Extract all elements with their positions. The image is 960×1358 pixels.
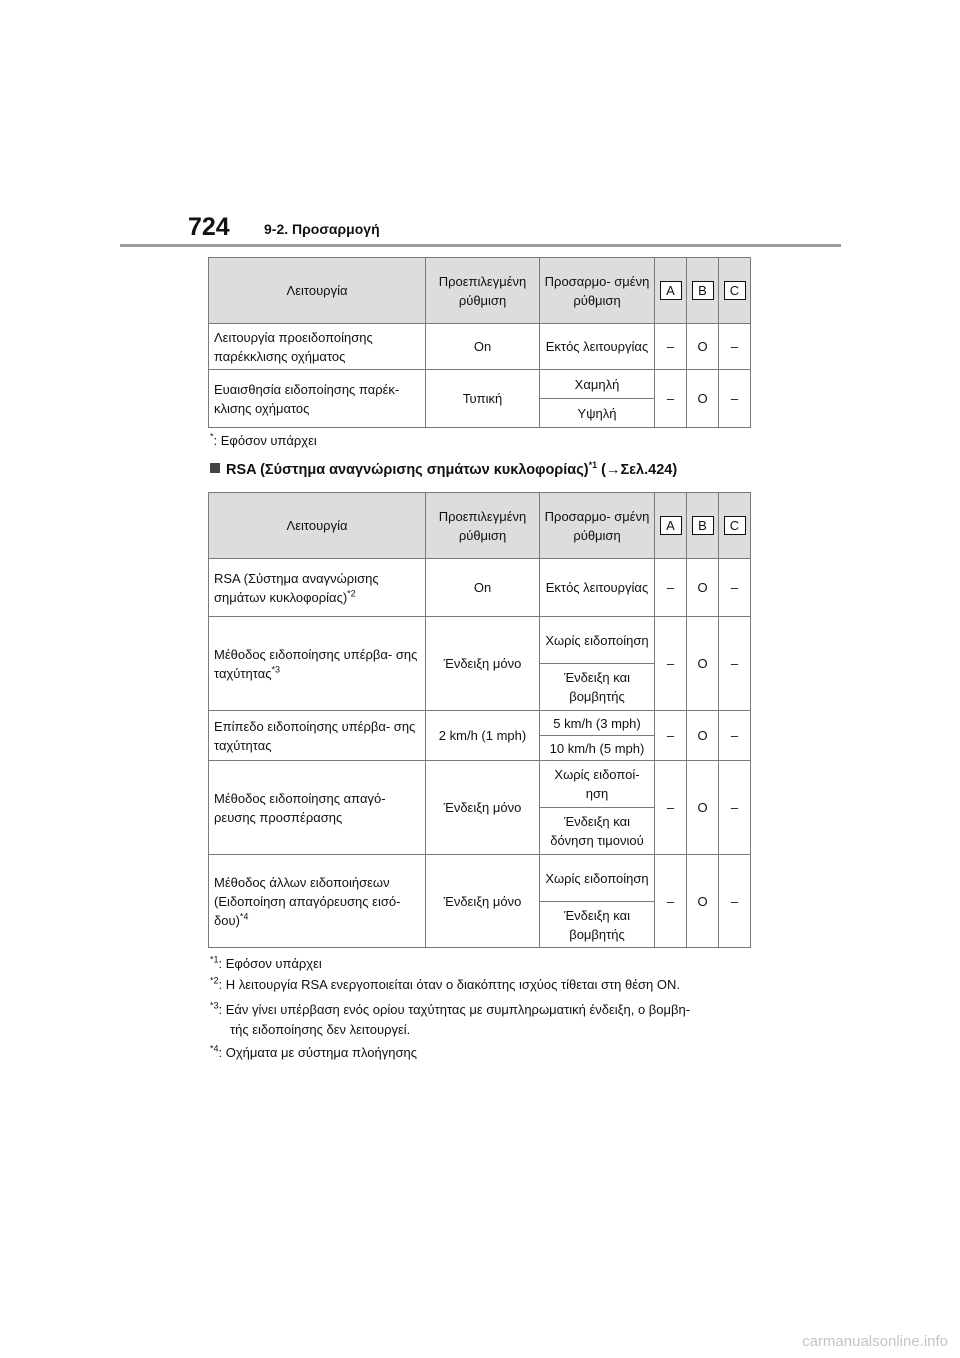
function-cell: Λειτουργία προειδοποίησης παρέκκλισης οχήματος [209, 324, 426, 370]
section-heading-footnote-mark: *1 [588, 460, 598, 471]
b-box-label: B [692, 516, 714, 535]
section-heading-title: RSA (Σύστημα αναγνώρισης σημάτων κυκλοφορίας) [226, 462, 589, 478]
b-cell: O [687, 617, 719, 711]
header-function: Λειτουργία [209, 493, 426, 559]
header-default-setting: Προεπιλεγμένη ρύθμιση [426, 258, 540, 324]
a-cell: – [655, 370, 687, 428]
function-cell: Επίπεδο ειδοποίησης υπέρβα- σης ταχύτητας [209, 711, 426, 761]
a-cell: – [655, 761, 687, 855]
function-text: Μέθοδος άλλων ειδοποιήσεων (Ειδοποίηση απαγόρευσης εισό- δου) [214, 874, 401, 928]
a-box-label: A [660, 516, 682, 535]
settings-table-vehicle-sway [208, 257, 751, 428]
header-custom-setting: Προσαρμο- σμένη ρύθμιση [540, 493, 655, 559]
header-divider [120, 244, 841, 247]
a-cell: – [655, 324, 687, 370]
footnote-1 [210, 954, 322, 973]
header-c [719, 493, 751, 559]
function-footnote-mark: *2 [347, 588, 356, 599]
function-cell [209, 855, 426, 948]
custom-cell: Υψηλή [540, 399, 655, 428]
footnote-mark: *3 [210, 1000, 219, 1011]
function-text: Μέθοδος ειδοποίησης υπέρβα- σης ταχύτητας [214, 646, 418, 681]
default-cell: 2 km/h (1 mph) [426, 711, 540, 761]
header-c [719, 258, 751, 324]
c-cell: – [719, 370, 751, 428]
settings-table-rsa [208, 492, 751, 948]
table-header-row [209, 493, 751, 559]
c-cell: – [719, 855, 751, 948]
footnote-4 [210, 1043, 417, 1062]
c-cell: – [719, 559, 751, 617]
default-cell: Τυπική [426, 370, 540, 428]
custom-cell: Χωρίς ειδοποίηση [540, 617, 655, 664]
c-box-label: C [724, 281, 746, 300]
footnote-text: : Εάν γίνει υπέρβαση ενός ορίου ταχύτητας με συμπληρωματική ένδειξη, ο βομβη- [218, 1002, 691, 1017]
table-row [209, 617, 751, 664]
page-reference: (→Σελ.424) [597, 462, 678, 478]
footnote-3 [210, 1000, 690, 1019]
custom-cell: Χωρίς ειδοποίηση [540, 855, 655, 902]
c-cell: – [719, 324, 751, 370]
c-cell: – [719, 711, 751, 761]
custom-cell: Ένδειξη και βομβητής [540, 664, 655, 711]
custom-cell: 10 km/h (5 mph) [540, 736, 655, 761]
default-cell: Ένδειξη μόνο [426, 617, 540, 711]
section-title: 9-2. Προσαρμογή [264, 221, 380, 237]
header-a [655, 258, 687, 324]
table-row [209, 324, 751, 370]
custom-cell: Χωρίς ειδοποί- ηση [540, 761, 655, 808]
c-cell: – [719, 761, 751, 855]
footnote-text: : Οχήματα με σύστημα πλοήγησης [218, 1045, 418, 1060]
custom-cell: Εκτός λειτουργίας [540, 324, 655, 370]
custom-cell: Εκτός λειτουργίας [540, 559, 655, 617]
c-cell: – [719, 617, 751, 711]
b-cell: O [687, 324, 719, 370]
a-box-label: A [660, 281, 682, 300]
a-cell: – [655, 855, 687, 948]
b-cell: O [687, 711, 719, 761]
header-default-setting: Προεπιλεγμένη ρύθμιση [426, 493, 540, 559]
b-cell: O [687, 559, 719, 617]
custom-cell: Ένδειξη και βομβητής [540, 902, 655, 948]
section-heading [210, 462, 677, 478]
table-row [209, 711, 751, 736]
custom-cell: Ένδειξη και δόνηση τιμονιού [540, 808, 655, 855]
function-footnote-mark: *4 [239, 911, 249, 922]
table-row [209, 370, 751, 399]
header-a [655, 493, 687, 559]
footnote-mark: *1 [210, 954, 219, 965]
a-cell: – [655, 711, 687, 761]
footnote-text: : Η λειτουργία RSA ενεργοποιείται όταν ο διακόπτης ισχύος τίθεται στη θέση ON. [218, 977, 681, 992]
function-footnote-mark: *3 [271, 664, 281, 675]
header-b [687, 493, 719, 559]
table-row [209, 761, 751, 808]
table-row [209, 559, 751, 617]
b-box-label: B [692, 281, 714, 300]
function-cell [209, 617, 426, 711]
footnote-3-continuation: τής ειδοποίησης δεν λειτουργεί. [230, 1022, 411, 1037]
table-header-row [209, 258, 751, 324]
function-cell [209, 559, 426, 617]
b-cell: O [687, 761, 719, 855]
footnote-text: : Εφόσον υπάρχει [218, 956, 322, 971]
square-bullet-icon [210, 463, 220, 473]
footnote-mark: *4 [210, 1043, 219, 1054]
table1-footnote [210, 431, 317, 450]
default-cell: On [426, 324, 540, 370]
footnote-2 [210, 975, 680, 994]
custom-cell: Χαμηλή [540, 370, 655, 399]
header-custom-setting: Προσαρμο- σμένη ρύθμιση [540, 258, 655, 324]
header-b [687, 258, 719, 324]
b-cell: O [687, 855, 719, 948]
c-box-label: C [724, 516, 746, 535]
default-cell: On [426, 559, 540, 617]
default-cell: Ένδειξη μόνο [426, 761, 540, 855]
page-number: 724 [188, 213, 230, 241]
function-text: RSA (Σύστημα αναγνώρισης σημάτων κυκλοφορίας) [214, 570, 379, 605]
custom-cell: 5 km/h (3 mph) [540, 711, 655, 736]
function-cell: Ευαισθησία ειδοποίησης παρέκ- κλισης οχήματος [209, 370, 426, 428]
a-cell: – [655, 559, 687, 617]
default-cell: Ένδειξη μόνο [426, 855, 540, 948]
function-cell: Μέθοδος ειδοποίησης απαγό- ρευσης προσπέρασης [209, 761, 426, 855]
footnote-mark: *2 [210, 975, 219, 986]
table-row [209, 855, 751, 902]
footnote-text: : Εφόσον υπάρχει [213, 433, 317, 448]
watermark: carmanualsonline.info [802, 1333, 948, 1350]
a-cell: – [655, 617, 687, 711]
b-cell: O [687, 370, 719, 428]
footnote-mark: * [210, 431, 214, 442]
header-function: Λειτουργία [209, 258, 426, 324]
